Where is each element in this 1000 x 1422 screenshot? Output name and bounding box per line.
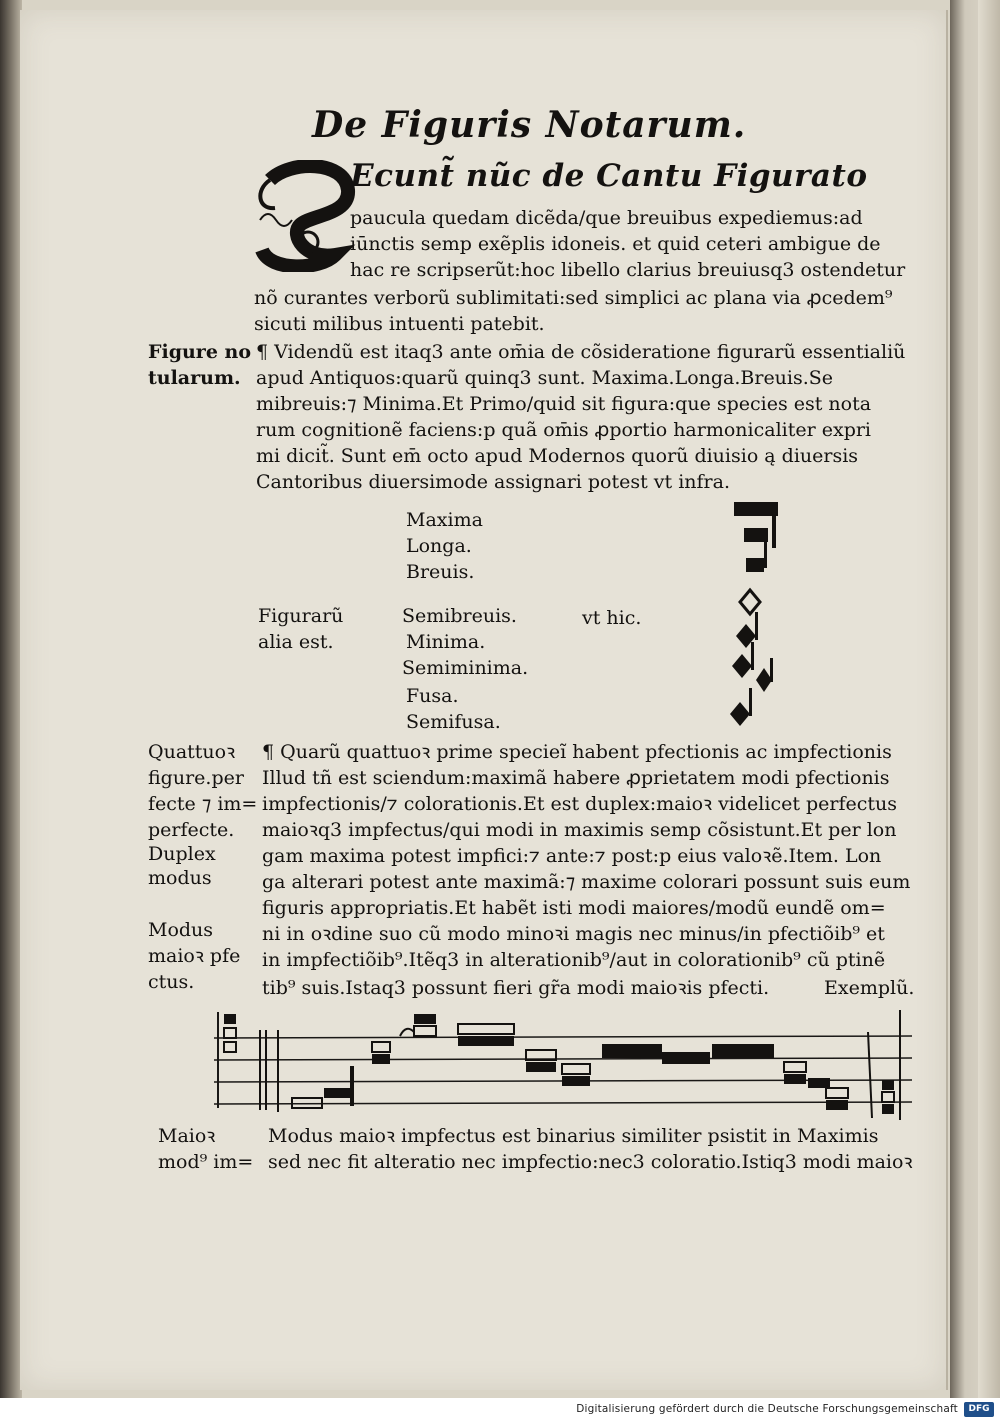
- para3-line-1: Modus maioꝛ impfectus est binarius similiter psistit in Maximis: [268, 1125, 879, 1147]
- intro-line-6: sicuti milibus intuenti patebit.: [254, 313, 545, 335]
- para1-line-1: ¶ Videndũ est itaq3 ante om̄ia de cõsideratione figurarũ essentialiũ: [256, 341, 906, 363]
- para1-line-5: mi dicit̃. Sunt em̄ octo apud Modernos quorũ diuisio ą diuersis: [256, 445, 859, 467]
- footer-credit: Digitalisierung gefördert durch die Deutsche Forschungsgemeinschaft: [576, 1403, 958, 1415]
- para2-line-2: Illud tñ est sciendum:maximã habere ꝓprietatem modi pfectionis: [262, 767, 890, 789]
- margin-note-quattuor: Quattuoꝛ: [148, 741, 236, 763]
- para1-line-3: mibreuis:⁊ Minima.Et Primo/quid sit figura:que species est nota: [256, 393, 872, 415]
- page-edge-shadow: [978, 0, 1000, 1398]
- para2-line-1: ¶ Quarũ quattuoꝛ prime specieĩ habent pfectionis ac impfectionis: [262, 741, 892, 763]
- margin-note-quattuor: fecte ⁊ im=: [148, 793, 258, 815]
- para2-line-8: ni in oꝛdine suo cũ modo minoꝛi magis nec minus/in pfectiõib⁹ et: [262, 923, 885, 945]
- para2-line-5: gam maxima potest impfici:⁊ ante:⁊ post:p eius valoꝛẽ.Item. Lon: [262, 845, 882, 867]
- margin-note-figure-1: Figure no: [148, 341, 252, 363]
- intro-line-2: paucula quedam dicẽda/que breuibus expediemus:ad: [350, 207, 863, 229]
- intro-line-3: iūnctis semp exẽplis idoneis. et quid ceteri ambigue de: [350, 233, 881, 255]
- para1-line-6: Cantoribus diuersimode assignari potest vt infra.: [256, 471, 730, 493]
- intro-line-1: Ecunt̃ nũc de Cantu Figurato: [350, 158, 868, 194]
- para2-line-10: tib⁹ suis.Istaq3 possunt fieri gr̃a modi maioꝛis pfecti.: [262, 977, 770, 999]
- margin-note-figurarum-1: Figurarũ: [258, 605, 344, 627]
- para3-line-2: sed nec fit alteratio nec impfectio:nec3 coloratio.Istiq3 modi maioꝛ: [268, 1151, 913, 1173]
- dropcap-ornament: [250, 160, 358, 272]
- figure-list-item: Breuis.: [406, 561, 475, 583]
- page-heading: De Figuris Notarum.: [312, 104, 747, 146]
- left-gutter: [0, 0, 22, 1398]
- figure-list-item: Fusa.: [406, 685, 459, 707]
- margin-note-maior-modus: Maioꝛ: [158, 1125, 216, 1147]
- figure-list-item: Maxima: [406, 509, 483, 531]
- margin-note-quattuor: perfecte.: [148, 819, 235, 841]
- para2-line-9: in impfectiõib⁹.Itẽq3 in alterationib⁹/aut in colorationib⁹ cũ ptinẽ: [262, 949, 886, 971]
- margin-note-modus-maior: ctus.: [148, 971, 195, 993]
- para2-line-6: ga alterari potest ante maximã:⁊ maxime colorari possunt suis eum: [262, 871, 911, 893]
- footer-bar: [0, 1398, 1000, 1422]
- figure-list-item: Semiminima.: [402, 657, 529, 679]
- para1-line-4: rum cognitionẽ faciens:p quã om̄is ꝓportio harmonicaliter expri: [256, 419, 872, 441]
- margin-note-figure-2: tularum.: [148, 367, 241, 389]
- figure-list-item: Longa.: [406, 535, 472, 557]
- note-shapes-illustration: [720, 492, 800, 742]
- margin-note-figurarum-2: alia est.: [258, 631, 334, 653]
- para2-line-7: figuris appropriatis.Et habẽt isti modi maiores/modũ eundẽ om=: [262, 897, 886, 919]
- margin-note-quattuor: modus: [148, 867, 212, 889]
- intro-line-4: hac re scripserũt:hoc libello clarius breuiusq3 ostendetur: [350, 259, 906, 281]
- margin-note-quattuor: figure.per: [148, 767, 244, 789]
- figure-list-item: Semifusa.: [406, 711, 501, 733]
- margin-note-maior-modus: mod⁹ im=: [158, 1151, 254, 1173]
- para2-line-4: maioꝛq3 impfectus/qui modi in maximis semp cõsistunt.Et per lon: [262, 819, 897, 841]
- dfg-logo-icon: DFG: [964, 1402, 994, 1417]
- exemplum-label: Exemplũ.: [824, 977, 915, 999]
- intro-line-5: nõ curantes verborũ sublimitati:sed simplici ac plana via ꝓcedem⁹: [254, 287, 893, 309]
- margin-note-modus-maior: maioꝛ pfe: [148, 945, 241, 967]
- para2-line-3: impfectionis/⁊ colorationis.Et est duplex:maioꝛ videlicet perfectus: [262, 793, 898, 815]
- margin-note-quattuor: Duplex: [148, 843, 216, 865]
- music-staff-example: [200, 1000, 920, 1130]
- figure-list-item: Minima.: [406, 631, 486, 653]
- para1-line-2: apud Antiquos:quarũ quinq3 sunt. Maxima.Longa.Breuis.Se: [256, 367, 834, 389]
- vt-hic-label: vt hic.: [582, 607, 642, 629]
- figure-list-item: Semibreuis.: [402, 605, 517, 627]
- margin-note-modus-maior: Modus: [148, 919, 214, 941]
